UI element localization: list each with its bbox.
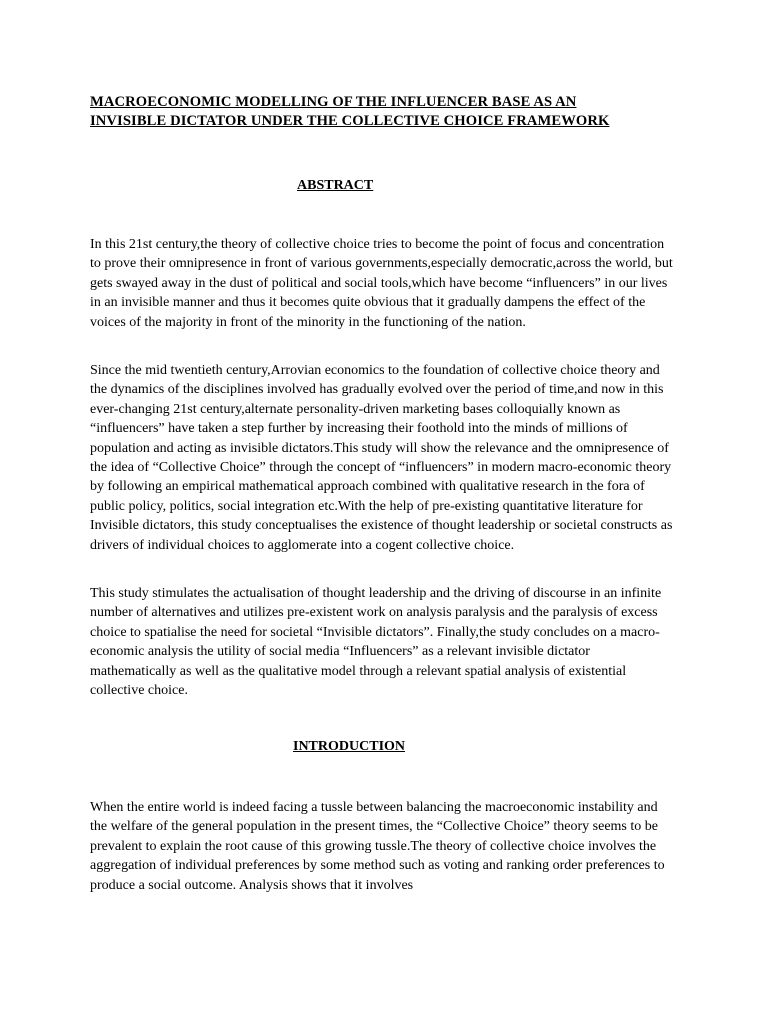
abstract-paragraph-2: Since the mid twentieth century,Arrovian economics to the foundation of collective choice theory and the dynamics of the disciplines involved has gradually evolved over the period of time,and now in this ever-changing 21st century,alternate personality-driven marketing bases colloquially known as “influencers” have taken a step further by increasing their foothold into the minds of millions of population and acting as invisible dictators.This study will show the relevance and the omnipresence of the idea of “Collective Choice” through the concept of “influencers” in modern macro-economic theory by following an empirical mathematical approach combined with qualitative research in the fora of public policy, politics, social integration etc.With the help of pre-existing quantitative literature for Invisible dictators, this study conceptualises the existence of thought leadership or societal constructs as drivers of individual choices to agglomerate into a cogent collective choice. (90, 363, 673, 553)
introduction-heading: INTRODUCTION (293, 739, 406, 754)
introduction-paragraph-1: When the entire world is indeed facing a tussle between balancing the macroeconomic instability and the welfare of the general population in the present times, the “Collective Choice” theory seems to be prevalent to explain the root cause of this growing tussle.The theory of collective choice involves the aggregation of individual preferences by some method such as voting and ranking order preferences to produce a social outcome. Analysis shows that it involves (90, 800, 665, 893)
document-title-line-2: INVISIBLE DICTATOR UNDER THE COLLECTIVE CHOICE FRAMEWORK (90, 113, 610, 129)
abstract-paragraph-1: In this 21st century,the theory of collective choice tries to become the point of focus and concentration to prove their omnipresence in front of various governments,especially democratic,across the world, but gets swayed away in the dust of political and social tools,which have become “influencers” in our lives in an invisible manner and thus it becomes quite obvious that it gradually dampens the effect of the voices of the majority in front of the minority in the functioning of the nation. (90, 237, 673, 330)
abstract-paragraph-3: This study stimulates the actualisation of thought leadership and the driving of discourse in an infinite number of alternatives and utilizes pre-existent work on analysis paralysis and the paralysis of excess choice to spatialise the need for societal “Invisible dictators”. Finally,the study concludes on a macro-economic analysis the utility of social media “Influencers” as a relevant invisible dictator mathematically as well as the qualitative model through a relevant spatial analysis of existential collective choice. (90, 586, 662, 699)
document-title (90, 93, 682, 131)
abstract-heading: ABSTRACT (297, 178, 374, 193)
document-page (90, 93, 682, 893)
document-title-line-1: MACROECONOMIC MODELLING OF THE INFLUENCER BASE AS AN (90, 94, 577, 110)
